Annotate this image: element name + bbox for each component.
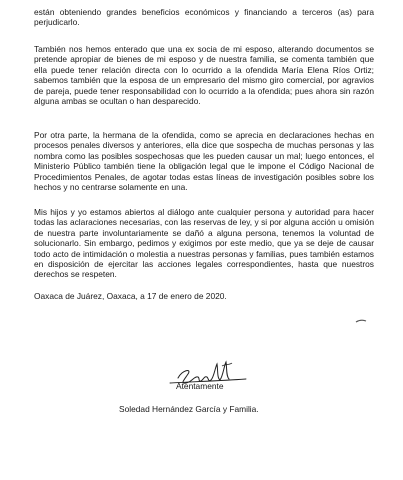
stray-mark xyxy=(355,318,367,324)
signatory-name: Soledad Hernández García y Familia. xyxy=(119,404,259,414)
paragraph-2: También nos hemos enterado que una ex socia de mi esposo, alterando documentos se pretende apropiar de bienes de mi esposo y de nuestra familia, se comenta también que ella puede tener relación directa con lo ocurrido a la ofendida María Elena Ríos Ortiz; sabemos también que la esposa de un empresario del mismo giro comercial, por agravios de pareja, puede tener responsabilidad con lo ocurrido a la ofendida; pues ahora sin razón alguna ambas se ocultan o han desparecido. xyxy=(34,44,374,107)
paragraph-1: están obteniendo grandes beneficios económicos y financiando a terceros (as) para perjudicarlo. xyxy=(34,7,374,28)
closing-text: Atentamente xyxy=(176,381,224,391)
place-date: Oaxaca de Juárez, Oaxaca, a 17 de enero de 2020. xyxy=(34,291,227,301)
paragraph-3: Por otra parte, la hermana de la ofendida, como se aprecia en declaraciones hechas en procesos penales diversos y anteriores, ella dice que sospecha de muchas personas y las nombra como las posibles sospechosas que les pueden causar un mal; luego entonces, el Ministerio Público también tiene la obligación legal que le impone el Código Nacional de Procedimientos Penales, de agotar todas estas líneas de investigación posibles sobre los hechos y no centrarse solamente en una. xyxy=(34,130,374,193)
paragraph-4: Mis hijos y yo estamos abiertos al diálogo ante cualquier persona y autoridad para hacer todas las aclaraciones necesarias, con las reservas de ley, y si por alguna acción u omisión de nuestra parte involuntariamente se dañó a alguna persona, tenemos la voluntad de solucionarlo. Sin embargo, pedimos y exigimos por este medio, que ya se deje de causar todo acto de intimidación o molestia a nuestras personas y familias, pues también estamos en disposición de ejercitar las acciones legales correspondientes, hasta que nuestros derechos se respeten. xyxy=(34,207,374,280)
